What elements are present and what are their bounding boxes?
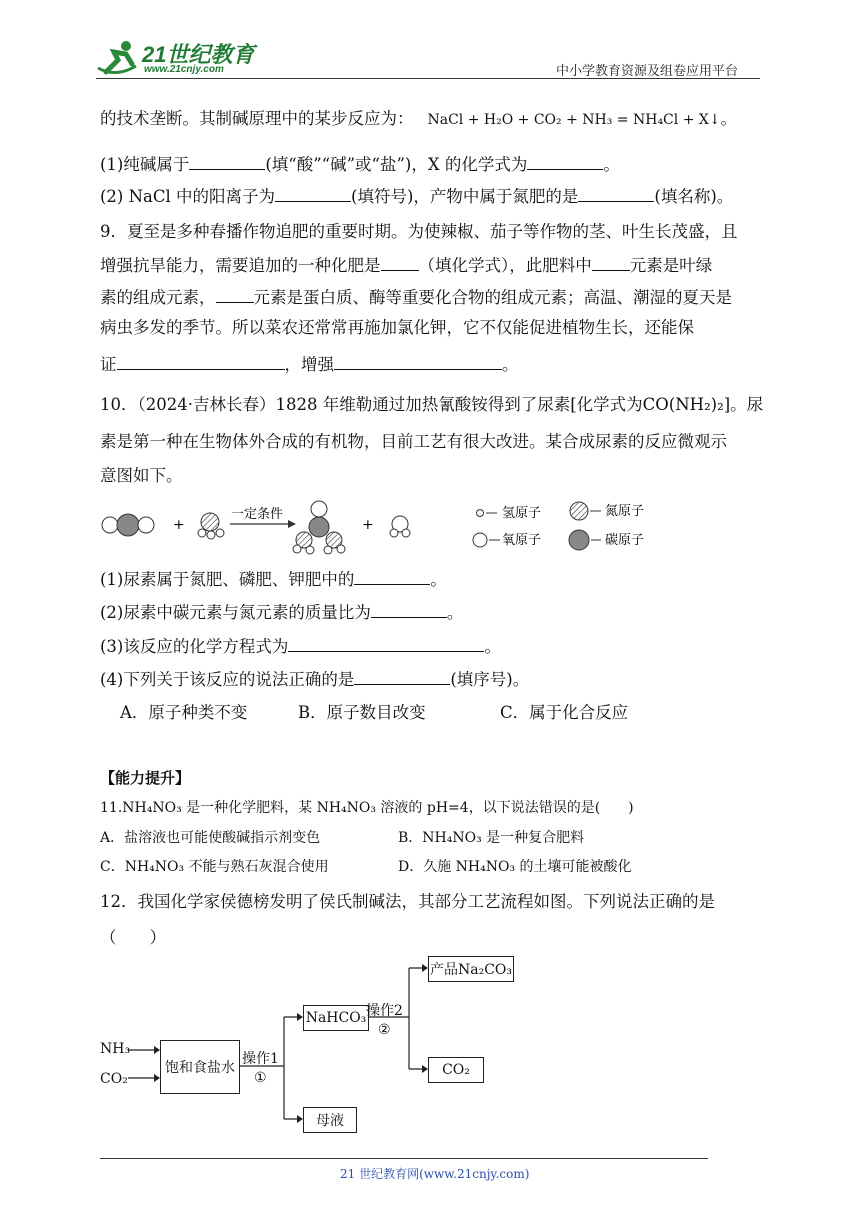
input-co2: CO₂ <box>100 1071 128 1087</box>
q9-line1: 9．夏至是多种春播作物追肥的重要时期。为使辣椒、茄子等作物的茎、叶生长茂盛，且 <box>100 222 738 241</box>
q11-stem: 11.NH₄NO₃ 是一种化学肥料，某 NH₄NO₃ 溶液的 pH=4，以下说法错误的是( ) <box>100 800 634 816</box>
section-heading: 【能力提升】 <box>100 769 191 787</box>
reaction-microdiagram <box>98 496 688 558</box>
reaction-equation: NaCl + H₂O + CO₂ + NH₃ = NH₄Cl + X↓ <box>427 112 721 128</box>
co2-molecule <box>102 514 154 536</box>
answer-blank[interactable] <box>527 151 603 170</box>
q10-option-a[interactable]: A．原子种类不变 <box>120 703 248 722</box>
label-operation1-num: ① <box>254 1070 267 1086</box>
platform-name: 中小学教育资源及组卷应用平台 <box>556 64 739 79</box>
answer-blank[interactable] <box>354 666 450 685</box>
answer-blank[interactable] <box>592 252 630 271</box>
plus-sign: + <box>173 517 185 533</box>
input-nh3: NH₃ <box>100 1041 131 1057</box>
q8-part2: (2) NaCl 中的阳离子为 (填符号)，产物中属于氮肥的是 (填名称)。 <box>100 183 733 209</box>
header-rule <box>96 78 760 79</box>
h2o-molecule <box>390 516 410 537</box>
arrow-head-icon <box>288 520 296 528</box>
answer-blank[interactable] <box>275 183 351 202</box>
urea-formula: CO(NH₂)₂ <box>642 395 724 414</box>
urea-molecule <box>293 501 345 554</box>
q9-line2: 增强抗旱能力，需要追加的一种化肥是 （填化学式），此肥料中 元素是叶绿 <box>100 252 712 278</box>
logo-title: 21世纪教育 <box>142 42 255 67</box>
q11-option-b[interactable]: B．NH₄NO₃ 是一种复合肥料 <box>398 830 585 846</box>
answer-blank[interactable] <box>334 351 502 370</box>
q10-option-b[interactable]: B．原子数目改变 <box>298 703 426 722</box>
answer-blank[interactable] <box>354 566 430 585</box>
q8-intro: 的技术垄断。其制碱原理中的某步反应为： NaCl + H₂O + CO₂ + NH₃ = NH₄Cl + X↓。 <box>100 109 738 128</box>
answer-blank[interactable] <box>578 183 654 202</box>
legend-carbon: 碳原子 <box>605 533 645 548</box>
answer-blank[interactable] <box>117 351 285 370</box>
q10-part1: (1)尿素属于氮肥、磷肥、钾肥中的 。 <box>100 566 447 592</box>
answer-blank[interactable] <box>216 284 254 303</box>
q10-part4: (4)下列关于该反应的说法正确的是 (填序号)。 <box>100 666 529 692</box>
answer-blank[interactable] <box>288 633 484 652</box>
box-co2: CO₂ <box>428 1057 484 1083</box>
q11-option-d[interactable]: D．久施 NH₄NO₃ 的土壤可能被酸化 <box>398 859 632 875</box>
nh3-molecule <box>198 513 224 539</box>
q9-line5: 证 ，增强 。 <box>100 351 519 377</box>
q10-line1: 10．（2024·吉林长春）1828 年维勒通过加热氰酸铵得到了尿素[化学式为CO(NH₂)₂]。尿 <box>100 395 764 414</box>
q11-option-c[interactable]: C．NH₄NO₃ 不能与熟石灰混合使用 <box>100 859 329 875</box>
footer-rule <box>100 1158 708 1159</box>
box-product-na2co3: 产品Na₂CO₃ <box>428 956 514 982</box>
legend-nitrogen: 氮原子 <box>605 504 645 519</box>
runner-logo-icon <box>96 38 140 78</box>
legend-hydrogen: 氢原子 <box>502 506 542 521</box>
process-flow <box>98 950 538 1140</box>
q10-part3: (3)该反应的化学方程式为 。 <box>100 633 501 659</box>
q9-line3: 素的组成元素， 元素是蛋白质、酶等重要化合物的组成元素；高温、潮湿的夏天是 <box>100 284 732 310</box>
footer-text[interactable]: 21 世纪教育网(www.21cnjy.com) <box>340 1167 530 1181</box>
site-logo <box>96 36 266 80</box>
answer-blank[interactable] <box>189 151 265 170</box>
box-saturated-brine: 饱和食盐水 <box>160 1040 240 1094</box>
logo-url: www.21cnjy.com <box>144 64 224 75</box>
q12-stem: 12．我国化学家侯德榜发明了侯氏制碱法，其部分工艺流程如图。下列说法正确的是 <box>100 892 715 911</box>
label-operation2-num: ② <box>378 1022 391 1038</box>
plus-sign: + <box>362 517 374 533</box>
answer-blank[interactable] <box>371 599 447 618</box>
answer-blank[interactable] <box>381 252 419 271</box>
q12-paren: （ ） <box>100 928 166 947</box>
box-nahco3: NaHCO₃ <box>303 1005 369 1031</box>
q11-option-a[interactable]: A．盐溶液也可能使酸碱指示剂变色 <box>100 830 321 846</box>
box-mother-liquor: 母液 <box>303 1107 357 1133</box>
q10-option-c[interactable]: C．属于化合反应 <box>500 703 629 722</box>
q10-line2: 素是第一种在生物体外合成的有机物，目前工艺有很大改进。某合成尿素的反应微观示 <box>100 432 727 451</box>
legend-oxygen: 氧原子 <box>502 533 542 548</box>
label-operation1: 操作1 <box>242 1051 279 1067</box>
q10-part2: (2)尿素中碳元素与氮元素的质量比为 。 <box>100 599 463 625</box>
q10-line3: 意图如下。 <box>100 466 183 485</box>
reaction-condition: 一定条件 <box>231 507 284 522</box>
q8-part1: (1)纯碱属于 (填“酸”“碱”或“盐”)，X 的化学式为 。 <box>100 151 620 177</box>
diagram-legend <box>473 502 644 550</box>
label-operation2: 操作2 <box>366 1003 403 1019</box>
q9-line4: 病虫多发的季节。所以菜农还常常再施加氯化钾，它不仅能促进植物生长，还能保 <box>100 318 694 337</box>
